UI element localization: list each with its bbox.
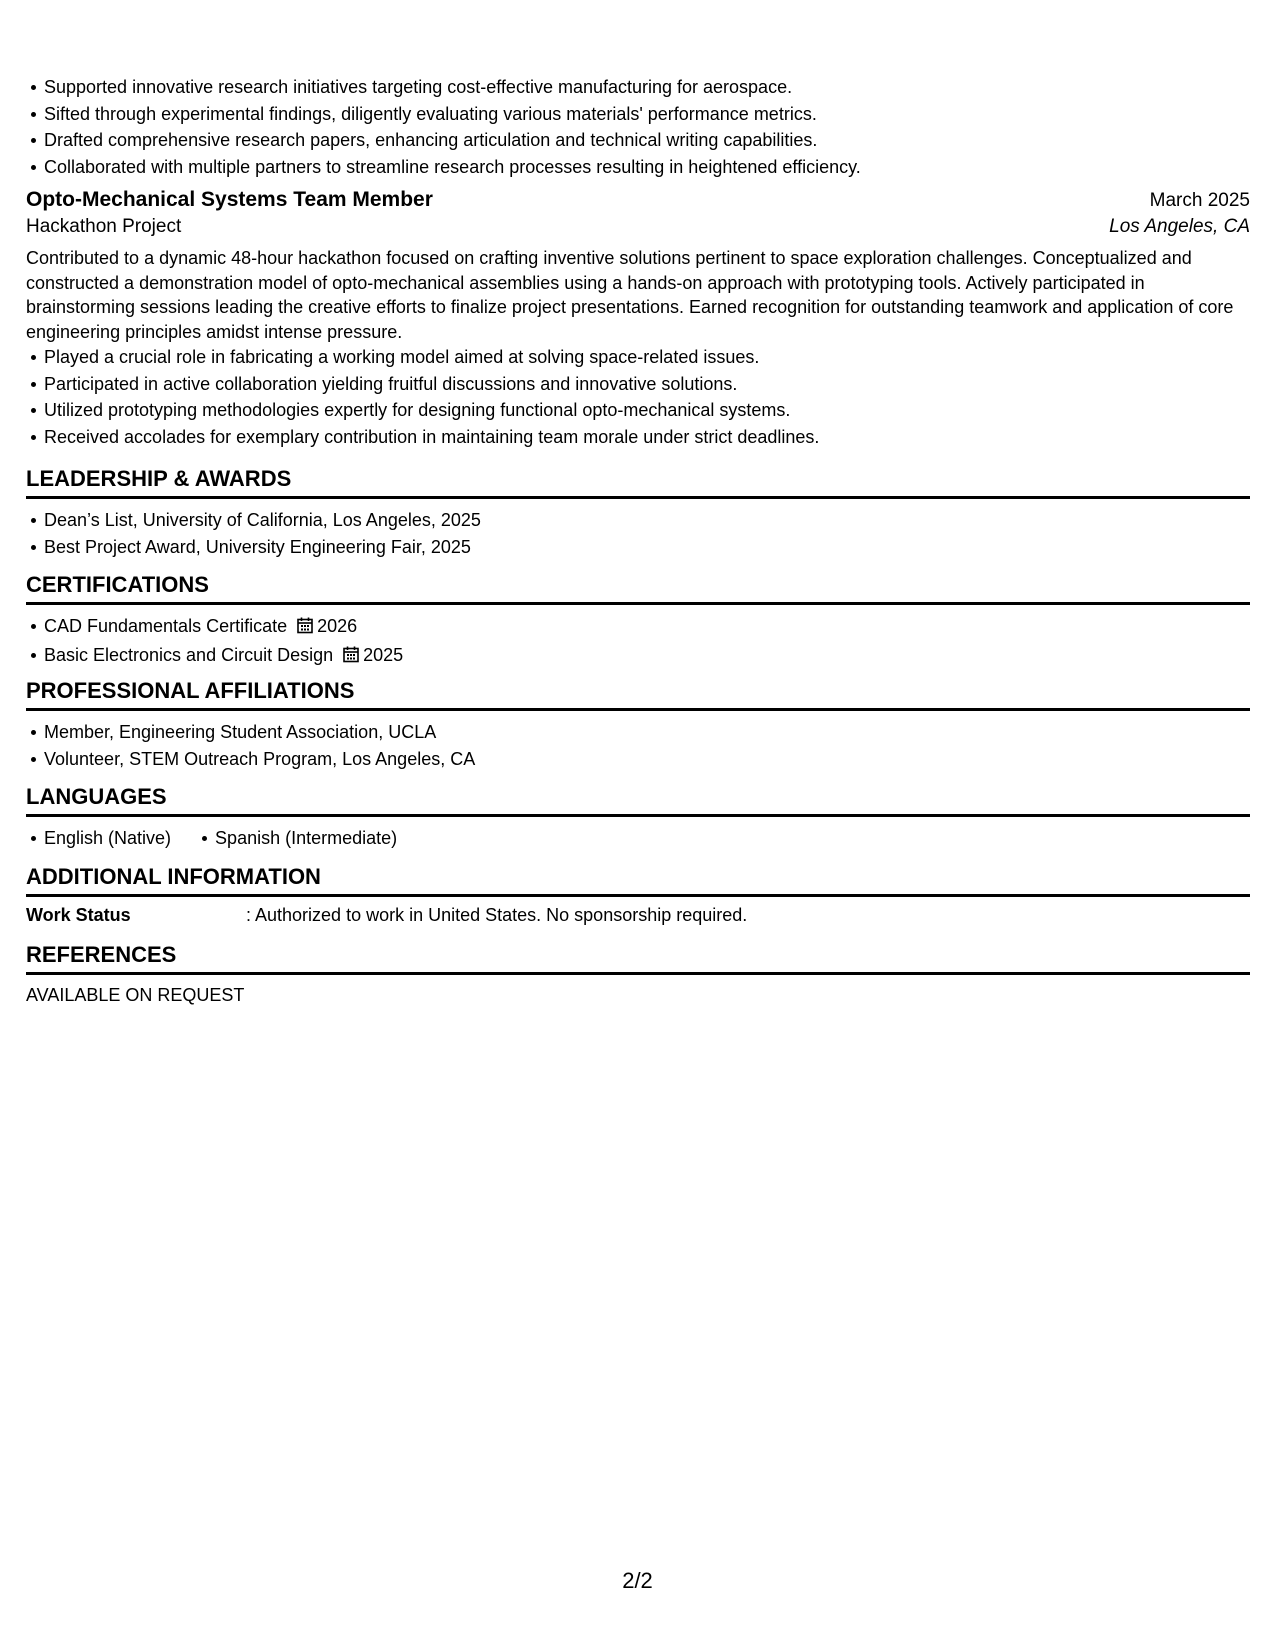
work-status-row (26, 905, 1250, 926)
entry-location: Los Angeles, CA (1109, 216, 1250, 237)
entry-description: Contributed to a dynamic 48-hour hackathon focused on crafting inventive solutions pertinent to space exploration challenges. Conceptualized and constructed a demonstration model of opto-mechanical assemblies using a hands-on approach with prototyping tools. Actively participated in brainstorming sessions leading the creative efforts to finalize project presentations. Earned recognition for outstanding teamwork and application of core engineering principles amidst intense pressure. (26, 248, 1234, 342)
section-languages (26, 784, 1250, 852)
section-heading: CERTIFICATIONS (26, 572, 1250, 605)
page-number: 2/2 (622, 1568, 653, 1593)
languages-list (26, 825, 1250, 852)
section-heading: LANGUAGES (26, 784, 1250, 817)
section-affiliations (26, 678, 1250, 772)
section-additional-info (26, 864, 1250, 926)
list-item: Drafted comprehensive research papers, enhancing articulation and technical writing capabilities. (26, 127, 1250, 154)
experience-entry (26, 188, 1250, 450)
entry-title: Opto-Mechanical Systems Team Member (26, 188, 433, 211)
list-item: Volunteer, STEM Outreach Program, Los Angeles, CA (26, 746, 1250, 773)
section-heading: ADDITIONAL INFORMATION (26, 864, 1250, 897)
list-item (26, 613, 1250, 642)
section-heading: REFERENCES (26, 942, 1250, 975)
leadership-list (26, 507, 1250, 560)
entry-organization: Hackathon Project (26, 216, 182, 237)
section-leadership (26, 466, 1250, 560)
list-item (26, 642, 1250, 671)
list-item: Supported innovative research initiatives targeting cost-effective manufacturing for aerospace. (26, 74, 1250, 101)
calendar-icon (297, 615, 313, 642)
list-item: English (Native) (26, 825, 171, 852)
list-item: Best Project Award, University Engineering Fair, 2025 (26, 534, 1250, 561)
list-item: Participated in active collaboration yielding fruitful discussions and innovative solutions. (26, 371, 1250, 398)
list-item: Dean’s List, University of California, Los Angeles, 2025 (26, 507, 1250, 534)
previous-entry-bullets (26, 74, 1250, 180)
list-item: Sifted through experimental findings, diligently evaluating various materials' performance metrics. (26, 101, 1250, 128)
references-text: AVAILABLE ON REQUEST (26, 985, 245, 1005)
certification-year: 2026 (317, 616, 358, 636)
entry-bullets (26, 344, 1250, 450)
list-item: Played a crucial role in fabricating a working model aimed at solving space-related issues. (26, 344, 1250, 371)
section-certifications (26, 572, 1250, 670)
list-item: Utilized prototyping methodologies expertly for designing functional opto-mechanical systems. (26, 397, 1250, 424)
list-item: Member, Engineering Student Association, UCLA (26, 719, 1250, 746)
work-status-label: Work Status (26, 905, 131, 925)
list-item: Spanish (Intermediate) (197, 825, 397, 852)
calendar-icon (343, 644, 359, 671)
certification-name: Basic Electronics and Circuit Design (44, 644, 334, 665)
affiliations-list (26, 719, 1250, 772)
certification-year: 2025 (363, 644, 404, 665)
list-item: Collaborated with multiple partners to streamline research processes resulting in heightened efficiency. (26, 154, 1250, 181)
certifications-list (26, 613, 1250, 670)
section-heading: LEADERSHIP & AWARDS (26, 466, 1250, 499)
certification-name: CAD Fundamentals Certificate (44, 616, 288, 636)
section-references (26, 942, 1250, 1006)
entry-date: March 2025 (1149, 190, 1250, 211)
section-heading: PROFESSIONAL AFFILIATIONS (26, 678, 1250, 711)
work-status-value: : Authorized to work in United States. No sponsorship required. (246, 905, 748, 925)
list-item: Received accolades for exemplary contribution in maintaining team morale under strict deadlines. (26, 424, 1250, 451)
